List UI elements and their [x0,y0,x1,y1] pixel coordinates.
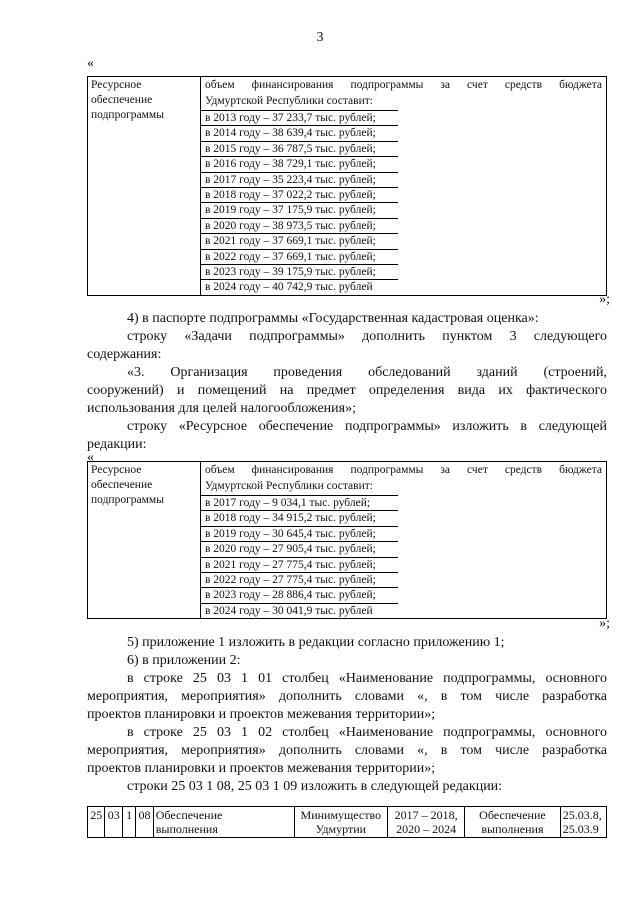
program-row-table [87,806,607,838]
paragraph-line: сооружений) и помещений на предмет определения вида их фактического [87,383,607,398]
year-row: в 2018 году – 37 022,2 тыс. рублей; [201,187,398,202]
year-row: в 2017 году – 9 034,1 тыс. рублей; [201,495,398,510]
funding-header: объем финансирования подпрограммы за счет средств бюджета [205,79,602,91]
year-row: в 2018 году – 34 915,2 тыс. рублей; [201,510,398,525]
label-line: Ресурсное [91,79,142,91]
resource-label-cell [88,77,201,296]
year-row: в 2017 году – 35 223,4 тыс. рублей; [201,172,398,187]
paragraph-line: строку «Ресурсное обеспечение подпрограммы» изложить в следующей [127,419,607,434]
cell-line: 25.03.8, [562,808,602,822]
code-cell: 03 [105,807,122,838]
resource-value-cell [201,462,607,619]
year-row: в 2021 году – 37 669,1 тыс. рублей; [201,233,398,248]
label-line: Ресурсное [91,464,142,476]
close-quote: »; [599,292,610,307]
year-row: в 2014 году – 38 639,4 тыс. рублей; [201,125,398,140]
paragraph-4: 4) в паспорте подпрограммы «Государственная кадастровая оценка»: [127,311,539,326]
year-row: в 2015 году – 36 787,5 тыс. рублей; [201,141,398,156]
paragraph-line: мероприятия, мероприятия» дополнить словами «, в том числе разработка [87,689,607,704]
year-row: в 2019 году – 30 645,4 тыс. рублей; [201,526,398,541]
year-row: в 2024 году – 30 041,9 тыс. рублей [201,603,398,618]
year-row: в 2016 году – 38 729,1 тыс. рублей; [201,156,398,171]
year-row: в 2023 году – 39 175,9 тыс. рублей; [201,264,398,279]
result-cell [465,807,561,838]
cell-line: Минимущество [300,808,382,822]
label-line: обеспечение [91,479,153,491]
year-row: в 2023 году – 28 886,4 тыс. рублей; [201,587,398,602]
cell-line: Обеспечение [479,808,546,822]
paragraph-line: проектов планировки и проектов межевания территории»; [87,707,436,722]
cell-line: 25.03.9 [562,822,599,836]
code-cell: 25 [88,807,105,838]
code-cell: 08 [136,807,153,838]
executor-cell [294,807,388,838]
year-row: в 2024 году – 40 742,9 тыс. рублей [201,279,398,294]
open-quote: « [87,450,94,465]
label-line: подпрограммы [91,109,164,121]
cell-line: 2020 – 2024 [396,822,457,836]
label-line: обеспечение [91,94,153,106]
resource-table-2 [87,461,607,619]
paragraph-6: 6) в приложении 2: [127,653,241,668]
paragraph-line: в строке 25 03 1 01 столбец «Наименование подпрограммы, основного [127,671,607,686]
reference-cell [560,807,606,838]
resource-table-1 [87,76,607,296]
cell-line: выполнения [155,822,218,836]
resource-value-cell [201,77,607,296]
year-row: в 2022 году – 37 669,1 тыс. рублей; [201,249,398,264]
paragraph-line: строку «Задачи подпрограммы» дополнить пунктом 3 следующего [127,329,607,344]
cell-line: 2017 – 2018, [394,808,458,822]
funding-header-2: Удмуртской Республики составит: [205,95,373,107]
paragraph-5: 5) приложение 1 изложить в редакции согласно приложению 1; [127,635,505,650]
open-quote: « [87,56,94,71]
cell-line: Обеспечение [155,808,223,822]
year-row: в 2013 году – 37 233,7 тыс. рублей; [201,110,398,125]
paragraph-line: мероприятия, мероприятия» дополнить словами «, в том числе разработка [87,743,607,758]
funding-header: объем финансирования подпрограммы за счет средств бюджета [205,464,602,476]
page-number: 3 [316,30,324,45]
year-row: в 2021 году – 27 775,4 тыс. рублей; [201,557,398,572]
paragraph-line: «3. Организация проведения обследований зданий (строений, [127,365,607,380]
year-row: в 2020 году – 27 905,4 тыс. рублей; [201,541,398,556]
paragraph-9: строки 25 03 1 08, 25 03 1 09 изложить в следующей редакции: [127,779,503,794]
year-row: в 2020 году – 38 973,5 тыс. рублей; [201,218,398,233]
paragraph-line: редакции: [87,437,147,452]
name-cell [153,807,294,838]
funding-header-2: Удмуртской Республики составит: [205,480,373,492]
code-cell: 1 [122,807,135,838]
paragraph-line: проектов планировки и проектов межевания территории»; [87,761,436,776]
year-row: в 2022 году – 27 775,4 тыс. рублей; [201,572,398,587]
year-row: в 2019 году – 37 175,9 тыс. рублей; [201,202,398,217]
paragraph-line: содержания: [87,347,162,362]
cell-line: Удмуртии [315,822,367,836]
label-line: подпрограммы [91,494,164,506]
paragraph-line: в строке 25 03 1 02 столбец «Наименование подпрограммы, основного [127,725,607,740]
period-cell [388,807,465,838]
paragraph-line: использования для целей налогообложения»; [87,401,356,416]
table-row [88,807,607,838]
resource-label-cell [88,462,201,619]
close-quote: »; [599,616,610,631]
cell-line: выполнения [481,822,544,836]
